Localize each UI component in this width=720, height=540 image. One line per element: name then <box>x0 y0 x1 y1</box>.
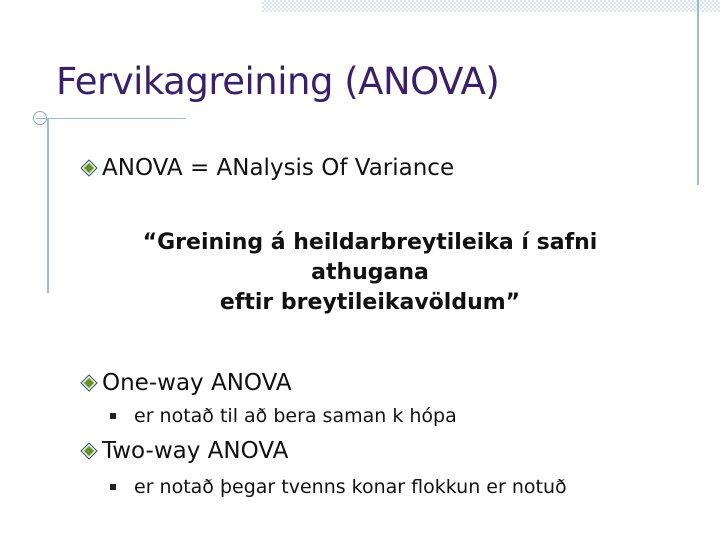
decorative-right-rule <box>697 0 699 185</box>
title-underline <box>36 118 186 119</box>
crosshair-circle-icon <box>33 111 47 125</box>
diamond-bullet-icon <box>80 374 98 392</box>
sub-bullet-one-way <box>110 405 457 427</box>
decorative-left-rule <box>47 118 49 293</box>
quote-line-1: “Greining á heildarbreytileika í safni <box>142 230 598 255</box>
bullet-one-way <box>80 370 292 396</box>
diamond-bullet-icon <box>80 159 98 177</box>
square-bullet-icon <box>110 413 116 419</box>
bullet-two-way <box>80 438 288 464</box>
quote-line-3: eftir breytileikavöldum” <box>219 290 521 315</box>
sub-bullet-one-way-text: er notað til að bera saman k hópa <box>134 405 457 427</box>
sub-bullet-two-way <box>110 476 567 498</box>
definition-quote <box>100 228 640 318</box>
square-bullet-icon <box>110 484 116 490</box>
quote-line-2: athugana <box>311 260 429 285</box>
bullet-definition <box>80 155 454 181</box>
sub-bullet-two-way-text: er notað þegar tvenns konar flokkun er notuð <box>134 476 567 498</box>
diamond-bullet-icon <box>80 442 98 460</box>
bullet-one-way-text: One-way ANOVA <box>102 370 292 396</box>
bullet-definition-text: ANOVA = ANalysis Of Variance <box>102 155 455 181</box>
decorative-checker-band <box>262 0 720 12</box>
bullet-two-way-text: Two-way ANOVA <box>102 438 289 464</box>
slide-title: Fervikagreining (ANOVA) <box>56 60 500 103</box>
